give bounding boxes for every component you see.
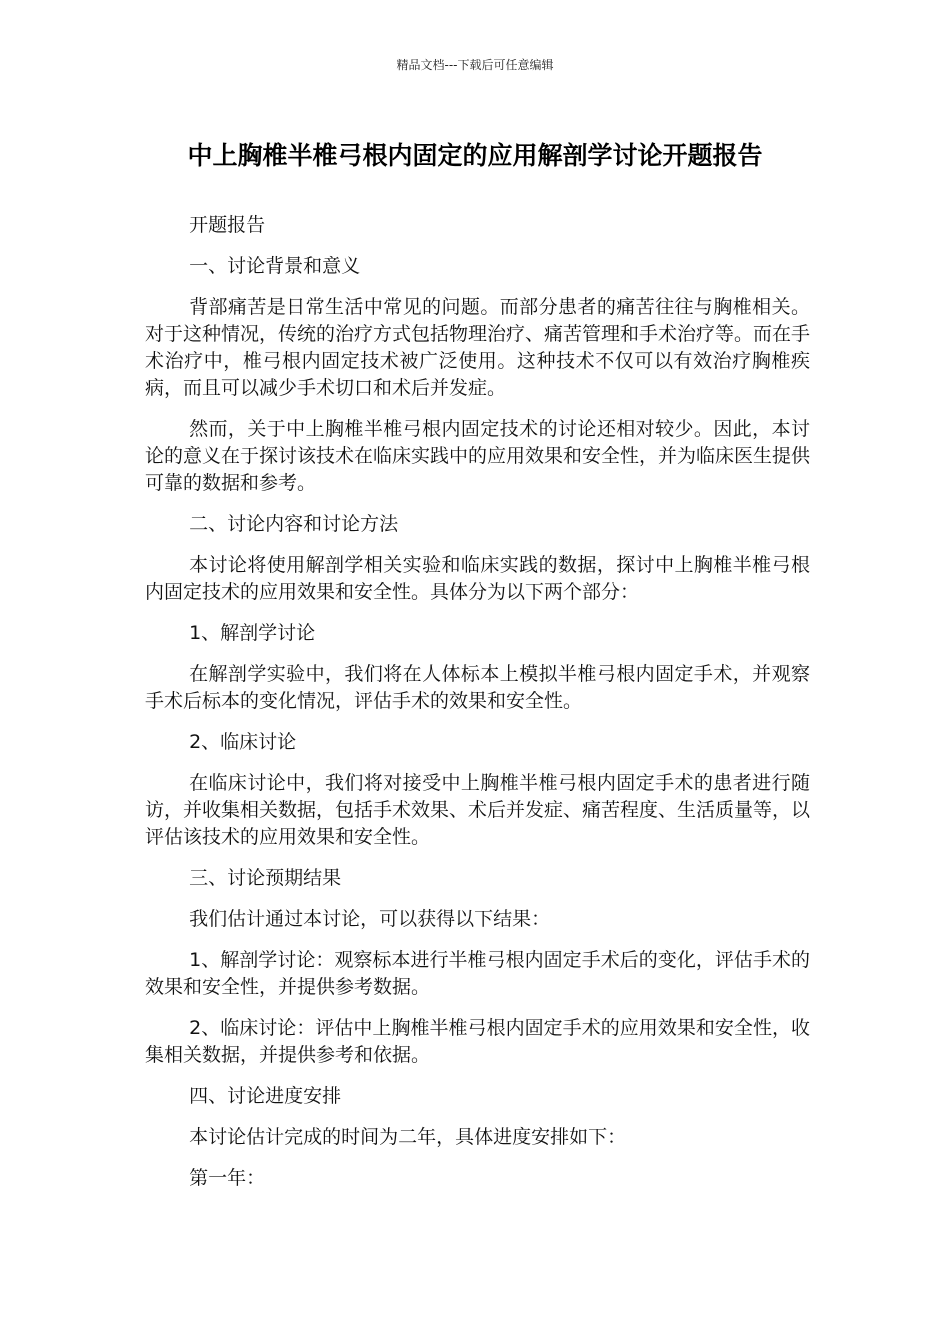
section-heading-expected-results: 三、讨论预期结果 [189, 867, 342, 889]
document-body [145, 212, 810, 1206]
section-heading-content-methods: 二、讨论内容和讨论方法 [189, 513, 399, 535]
paragraph: 本讨论将使用解剖学相关实验和临床实践的数据，探讨中上胸椎半椎弓根内固定技术的应用效果和安全性。具体分为以下两个部分： [145, 554, 810, 603]
paragraph: 1、解剖学讨论：观察标本进行半椎弓根内固定手术后的变化，评估手术的效果和安全性，并提供参考数据。 [145, 949, 810, 998]
paragraph-first-year: 第一年： [189, 1167, 266, 1189]
paragraph: 背部痛苦是日常生活中常见的问题。而部分患者的痛苦往往与胸椎相关。对于这种情况，传统的治疗方式包括物理治疗、痛苦管理和手术治疗等。而在手术治疗中，椎弓根内固定技术被广泛使用。这种技术不仅可以有效治疗胸椎疾病，而且可以减少手术切口和术后并发症。 [145, 296, 811, 399]
section-heading-schedule: 四、讨论进度安排 [189, 1085, 342, 1107]
subheading-anatomy: 1、解剖学讨论 [189, 622, 316, 644]
paragraph: 我们估计通过本讨论，可以获得以下结果： [189, 908, 551, 930]
paragraph: 然而，关于中上胸椎半椎弓根内固定技术的讨论还相对较少。因此，本讨论的意义在于探讨该技术在临床实践中的应用效果和安全性，并为临床医生提供可靠的数据和参考。 [145, 418, 811, 494]
paragraph-report-label: 开题报告 [189, 214, 266, 236]
paragraph: 在临床讨论中，我们将对接受中上胸椎半椎弓根内固定手术的患者进行随访，并收集相关数据，包括手术效果、术后并发症、痛苦程度、生活质量等，以评估该技术的应用效果和安全性。 [145, 772, 811, 848]
paragraph: 在解剖学实验中，我们将在人体标本上模拟半椎弓根内固定手术，并观察手术后标本的变化情况，评估手术的效果和安全性。 [145, 663, 810, 712]
section-heading-background: 一、讨论背景和意义 [189, 255, 361, 277]
paragraph: 本讨论估计完成的时间为二年，具体进度安排如下： [189, 1126, 627, 1148]
subheading-clinical: 2、临床讨论 [189, 731, 297, 753]
header-note: 精品文档---下载后可任意编辑 [396, 58, 554, 72]
paragraph: 2、临床讨论：评估中上胸椎半椎弓根内固定手术的应用效果和安全性，收集相关数据，并提供参考和依据。 [145, 1017, 810, 1066]
document-title: 中上胸椎半椎弓根内固定的应用解剖学讨论开题报告 [187, 141, 763, 170]
